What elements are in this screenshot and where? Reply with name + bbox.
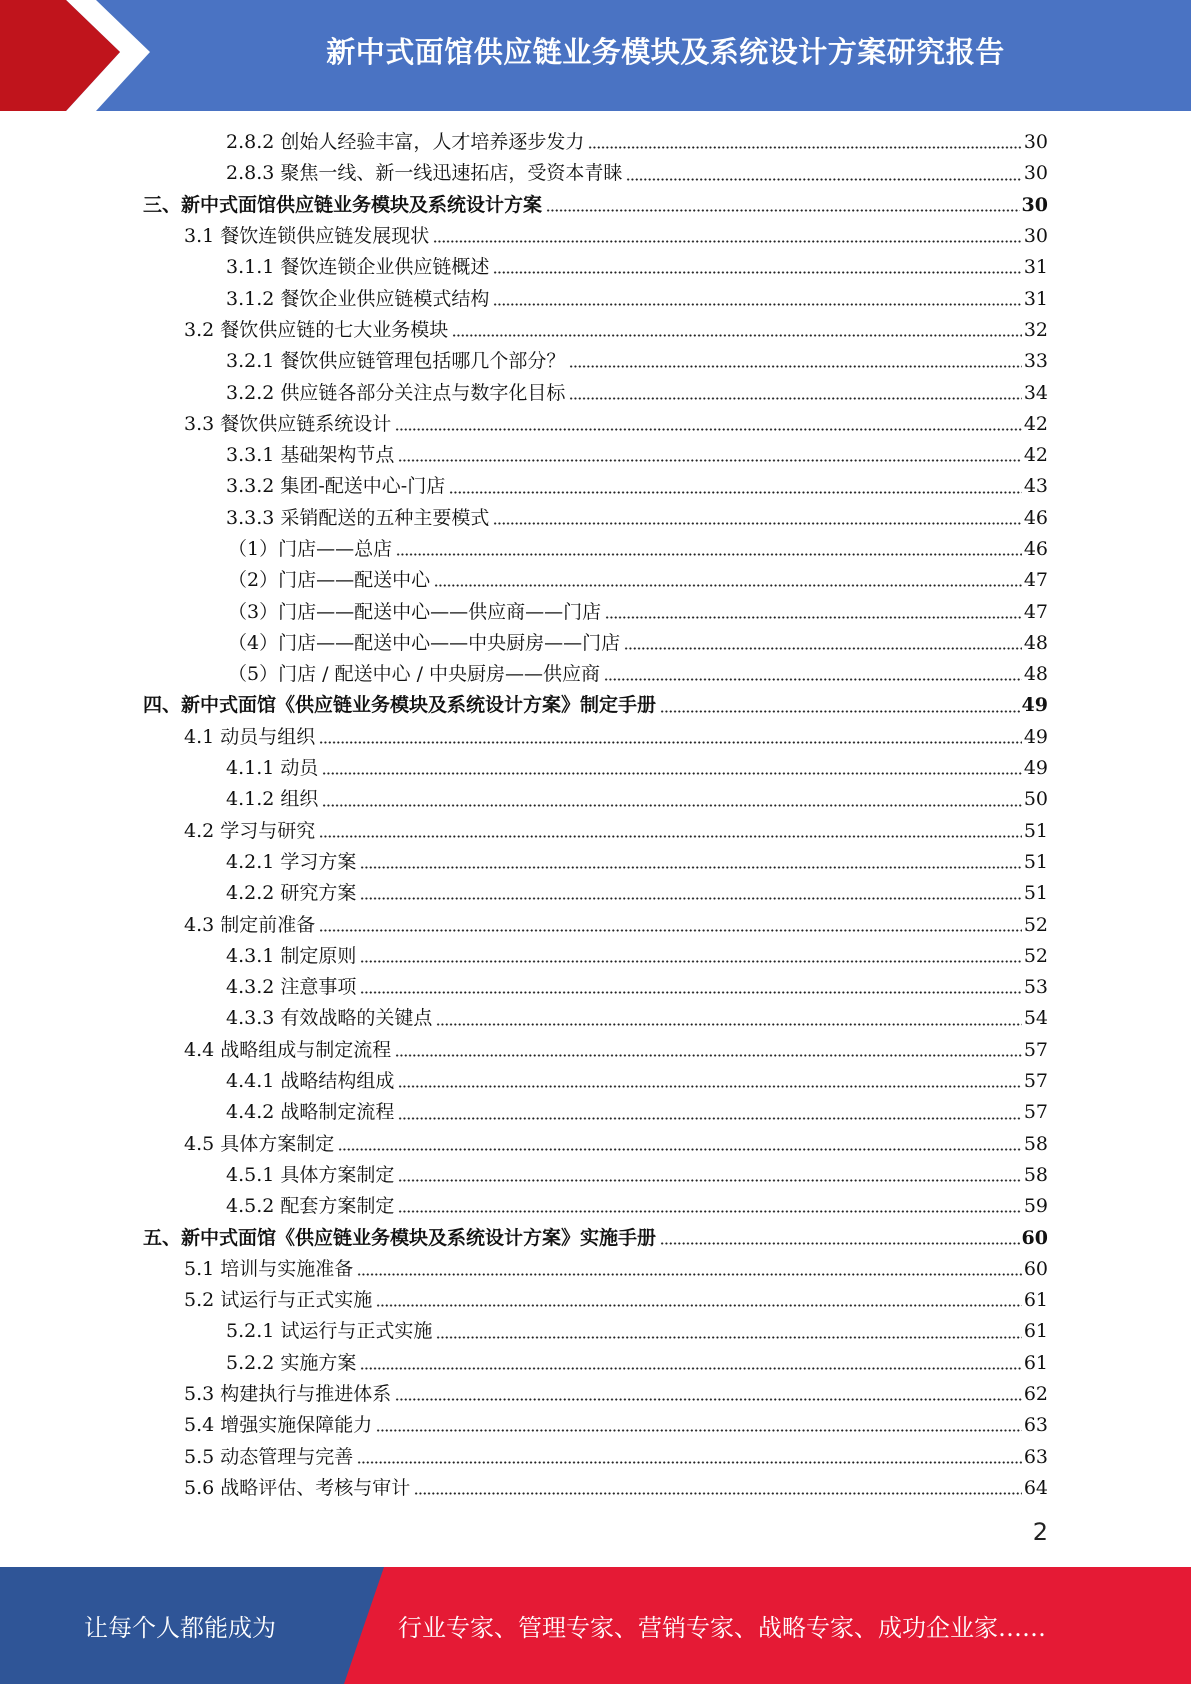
toc-dot-leader — [624, 640, 1022, 650]
toc-entry-title: 3.3.3 采销配送的五种主要模式 — [226, 506, 490, 529]
toc-entry-title: 4.3 制定前准备 — [184, 913, 316, 936]
toc-entry-title: 3.3 餐饮供应链系统设计 — [184, 412, 392, 435]
toc-entry-title: 5.4 增强实施保障能力 — [184, 1414, 373, 1437]
toc-entry-page: 31 — [1023, 256, 1048, 279]
toc-entry-title: 5.2.2 实施方案 — [226, 1351, 357, 1374]
toc-dot-leader — [626, 171, 1021, 181]
toc-entry-page: 60 — [1023, 1257, 1048, 1280]
toc-entry-title: 5.2.1 试运行与正式实施 — [226, 1320, 433, 1343]
toc-entry-title: 3.1 餐饮连锁供应链发展现状 — [184, 225, 430, 248]
toc-entry[interactable] — [0, 722, 1191, 753]
toc-dot-leader — [398, 1110, 1021, 1120]
toc-entry-page: 49 — [1023, 725, 1048, 748]
toc-entry-page: 49 — [1021, 694, 1048, 717]
toc-entry[interactable] — [0, 1254, 1191, 1285]
toc-entry-title: 4.2.1 学习方案 — [226, 850, 357, 873]
toc-entry[interactable] — [0, 409, 1191, 440]
toc-entry-title: 3.1.2 餐饮企业供应链模式结构 — [226, 287, 490, 310]
toc-entry-title: 五、新中式面馆《供应链业务模块及系统设计方案》实施手册 — [143, 1226, 657, 1249]
toc-entry[interactable] — [0, 1441, 1191, 1472]
toc-dot-leader — [433, 233, 1022, 243]
toc-dot-leader — [376, 1297, 1022, 1307]
toc-entry[interactable] — [0, 377, 1191, 408]
toc-entry[interactable] — [0, 1316, 1191, 1347]
toc-entry-page: 61 — [1023, 1289, 1048, 1312]
toc-entry-title: 4.5.1 具体方案制定 — [226, 1163, 395, 1186]
toc-entry[interactable] — [0, 1379, 1191, 1410]
toc-entry-page: 51 — [1023, 882, 1048, 905]
toc-entry-page: 58 — [1023, 1163, 1048, 1186]
toc-entry-title: 3.2 餐饮供应链的七大业务模块 — [184, 318, 449, 341]
toc-dot-leader — [493, 296, 1021, 306]
toc-entry[interactable] — [0, 941, 1191, 972]
toc-dot-leader — [319, 828, 1022, 838]
toc-entry-title: 4.4 战略组成与制定流程 — [184, 1038, 392, 1061]
toc-entry-title: 3.3.2 集团-配送中心-门店 — [226, 475, 446, 498]
toc-entry-page: 49 — [1023, 757, 1048, 780]
toc-dot-leader — [376, 1422, 1022, 1432]
toc-entry[interactable] — [0, 221, 1191, 252]
toc-entry[interactable] — [0, 1160, 1191, 1191]
toc-dot-leader — [322, 765, 1021, 775]
toc-entry-page: 54 — [1023, 1007, 1048, 1030]
toc-entry[interactable] — [0, 283, 1191, 314]
toc-dot-leader — [360, 859, 1021, 869]
toc-entry-page: 61 — [1023, 1351, 1048, 1374]
toc-dot-leader — [436, 1329, 1021, 1339]
toc-dot-leader — [546, 202, 1020, 212]
toc-entry[interactable] — [0, 190, 1191, 221]
toc-dot-leader — [360, 953, 1021, 963]
footer-slogan-left: 让每个人都能成为 — [84, 1614, 276, 1642]
toc-entry-page: 57 — [1023, 1070, 1048, 1093]
toc-entry-title: （5）门店 / 配送中心 / 中央厨房——供应商 — [228, 663, 601, 686]
toc-entry-title: 4.5 具体方案制定 — [184, 1132, 335, 1155]
toc-entry-page: 46 — [1023, 538, 1048, 560]
toc-dot-leader — [493, 264, 1021, 274]
toc-entry-page: 42 — [1023, 444, 1048, 467]
toc-dot-leader — [398, 1203, 1021, 1213]
toc-dot-leader — [319, 734, 1022, 744]
toc-entry-page: 33 — [1023, 350, 1048, 373]
toc-entry-title: 5.2 试运行与正式实施 — [184, 1289, 373, 1312]
toc-entry[interactable] — [0, 252, 1191, 283]
toc-entry-page: 48 — [1023, 663, 1048, 686]
toc-entry-page: 59 — [1023, 1195, 1048, 1218]
toc-dot-leader — [605, 609, 1022, 619]
toc-entry[interactable] — [0, 1191, 1191, 1222]
toc-entry-page: 31 — [1023, 287, 1048, 310]
toc-entry-title: 3.2.1 餐饮供应链管理包括哪几个部分？ — [226, 350, 566, 373]
toc-entry-page: 62 — [1023, 1383, 1048, 1406]
toc-entry-title: 4.4.2 战略制定流程 — [226, 1101, 395, 1124]
toc-entry[interactable] — [0, 784, 1191, 815]
toc-entry[interactable] — [0, 1129, 1191, 1160]
toc-entry-page: 58 — [1023, 1132, 1048, 1155]
footer-slogan-right: 行业专家、管理专家、营销专家、战略专家、成功企业家…… — [398, 1614, 1046, 1642]
toc-entry-title: （2）门店——配送中心 — [228, 569, 431, 592]
toc-entry-title: 3.2.2 供应链各部分关注点与数字化目标 — [226, 381, 566, 404]
toc-entry-title: 5.1 培训与实施准备 — [184, 1257, 354, 1280]
toc-entry[interactable] — [0, 503, 1191, 534]
page-footer — [0, 1567, 1191, 1684]
toc-entry-title: 4.4.1 战略结构组成 — [226, 1070, 395, 1093]
toc-entry-page: 51 — [1023, 819, 1048, 842]
toc-dot-leader — [398, 452, 1021, 462]
toc-entry-title: 3.1.1 餐饮连锁企业供应链概述 — [226, 256, 490, 279]
toc-entry-page: 61 — [1023, 1320, 1048, 1343]
toc-dot-leader — [569, 390, 1021, 400]
toc-entry-title: 2.8.3 聚焦一线、新一线迅速拓店，受资本青睐 — [226, 162, 623, 185]
toc-entry[interactable] — [0, 471, 1191, 502]
toc-entry-title: 4.1.1 动员 — [226, 757, 319, 780]
toc-dot-leader — [360, 1360, 1021, 1370]
toc-entry-page: 64 — [1023, 1476, 1048, 1499]
toc-dot-leader — [452, 327, 1022, 337]
toc-entry[interactable] — [0, 1097, 1191, 1128]
toc-entry[interactable] — [0, 315, 1191, 346]
toc-entry[interactable] — [0, 440, 1191, 471]
toc-entry[interactable] — [0, 753, 1191, 784]
toc-dot-leader — [588, 139, 1021, 149]
toc-entry-page: 52 — [1023, 913, 1048, 936]
toc-entry[interactable] — [0, 816, 1191, 847]
toc-entry[interactable] — [0, 972, 1191, 1003]
toc-entry[interactable] — [0, 1348, 1191, 1379]
toc-entry-page: 63 — [1023, 1414, 1048, 1437]
toc-entry-title: 5.6 战略评估、考核与审计 — [184, 1476, 411, 1499]
toc-entry-page: 34 — [1023, 381, 1048, 404]
toc-entry[interactable] — [0, 847, 1191, 878]
toc-dot-leader — [396, 546, 1022, 556]
toc-dot-leader — [338, 1141, 1022, 1151]
toc-entry[interactable] — [0, 659, 1191, 690]
toc-entry-title: 4.1.2 组织 — [226, 788, 319, 811]
toc-entry[interactable] — [0, 628, 1191, 659]
toc-entry-page: 30 — [1023, 225, 1048, 248]
toc-entry-title: （1）门店——总店 — [228, 538, 393, 560]
toc-entry[interactable] — [0, 1035, 1191, 1066]
toc-entry-page: 63 — [1023, 1445, 1048, 1468]
toc-entry-title: 4.3.3 有效战略的关键点 — [226, 1007, 433, 1030]
toc-entry-title: 3.3.1 基础架构节点 — [226, 444, 395, 467]
toc-entry-title: （3）门店——配送中心——供应商——门店 — [228, 600, 602, 623]
toc-entry[interactable] — [0, 158, 1191, 189]
toc-entry-page: 46 — [1023, 506, 1048, 529]
toc-entry-page: 42 — [1023, 412, 1048, 435]
toc-entry-page: 30 — [1021, 193, 1048, 216]
toc-entry[interactable] — [0, 1285, 1191, 1316]
toc-entry-title: 4.1 动员与组织 — [184, 725, 316, 748]
toc-entry-page: 43 — [1023, 475, 1048, 498]
toc-dot-leader — [449, 484, 1022, 494]
toc-entry-page: 47 — [1023, 600, 1048, 623]
toc-entry[interactable] — [0, 127, 1191, 158]
toc-dot-leader — [414, 1485, 1022, 1495]
toc-entry-title: （4）门店——配送中心——中央厨房——门店 — [228, 631, 621, 654]
toc-entry[interactable] — [0, 534, 1191, 565]
toc-entry-page: 57 — [1023, 1101, 1048, 1124]
toc-entry-title: 4.3.2 注意事项 — [226, 976, 357, 999]
toc-entry-title: 三、新中式面馆供应链业务模块及系统设计方案 — [143, 193, 543, 216]
toc-entry-title: 5.5 动态管理与完善 — [184, 1445, 354, 1468]
toc-entry[interactable] — [0, 346, 1191, 377]
toc-entry-page: 32 — [1023, 318, 1048, 341]
toc-dot-leader — [436, 1016, 1021, 1026]
document-title: 新中式面馆供应链业务模块及系统设计方案研究报告 — [326, 34, 1005, 69]
toc-entry[interactable] — [0, 596, 1191, 627]
toc-dot-leader — [604, 671, 1022, 681]
toc-entry-page: 47 — [1023, 569, 1048, 592]
toc-dot-leader — [395, 421, 1022, 431]
toc-dot-leader — [395, 1391, 1022, 1401]
toc-entry-title: 4.2.2 研究方案 — [226, 882, 357, 905]
toc-entry[interactable] — [0, 1410, 1191, 1441]
toc-entry-page: 30 — [1023, 162, 1048, 185]
toc-dot-leader — [434, 577, 1022, 587]
toc-dot-leader — [660, 1235, 1020, 1245]
toc-dot-leader — [360, 984, 1021, 994]
toc-dot-leader — [398, 1172, 1021, 1182]
toc-dot-leader — [398, 1078, 1021, 1088]
toc-entry-page: 51 — [1023, 850, 1048, 873]
toc-entry[interactable] — [0, 878, 1191, 909]
toc-dot-leader — [360, 890, 1021, 900]
toc-entry-title: 四、新中式面馆《供应链业务模块及系统设计方案》制定手册 — [143, 694, 657, 717]
toc-entry[interactable] — [0, 909, 1191, 940]
page-header — [0, 0, 1191, 111]
toc-dot-leader — [322, 797, 1021, 807]
toc-dot-leader — [357, 1266, 1022, 1276]
toc-entry-title: 5.3 构建执行与推进体系 — [184, 1383, 392, 1406]
toc-dot-leader — [569, 358, 1021, 368]
toc-entry[interactable] — [0, 1003, 1191, 1034]
toc-dot-leader — [395, 1047, 1022, 1057]
toc-entry-title: 4.3.1 制定原则 — [226, 944, 357, 967]
toc-entry-title: 2.8.2 创始人经验丰富，人才培养逐步发力 — [226, 131, 585, 154]
toc-entry[interactable] — [0, 1473, 1191, 1504]
toc-entry-page: 48 — [1023, 631, 1048, 654]
toc-entry-page: 57 — [1023, 1038, 1048, 1061]
toc-entry[interactable] — [0, 690, 1191, 721]
toc-dot-leader — [319, 922, 1022, 932]
toc-entry-page: 53 — [1023, 976, 1048, 999]
toc-entry[interactable] — [0, 1222, 1191, 1253]
toc-entry-title: 4.2 学习与研究 — [184, 819, 316, 842]
toc-entry-page: 30 — [1023, 131, 1048, 154]
toc-dot-leader — [660, 703, 1020, 713]
toc-entry-page: 52 — [1023, 944, 1048, 967]
table-of-contents — [0, 127, 1191, 1504]
toc-entry-page: 60 — [1021, 1226, 1048, 1249]
toc-entry[interactable] — [0, 1066, 1191, 1097]
toc-entry[interactable] — [0, 565, 1191, 596]
toc-dot-leader — [493, 515, 1021, 525]
toc-entry-page: 50 — [1023, 788, 1048, 811]
toc-dot-leader — [357, 1454, 1022, 1464]
page-number: 2 — [1032, 1518, 1048, 1546]
toc-entry-title: 4.5.2 配套方案制定 — [226, 1195, 395, 1218]
